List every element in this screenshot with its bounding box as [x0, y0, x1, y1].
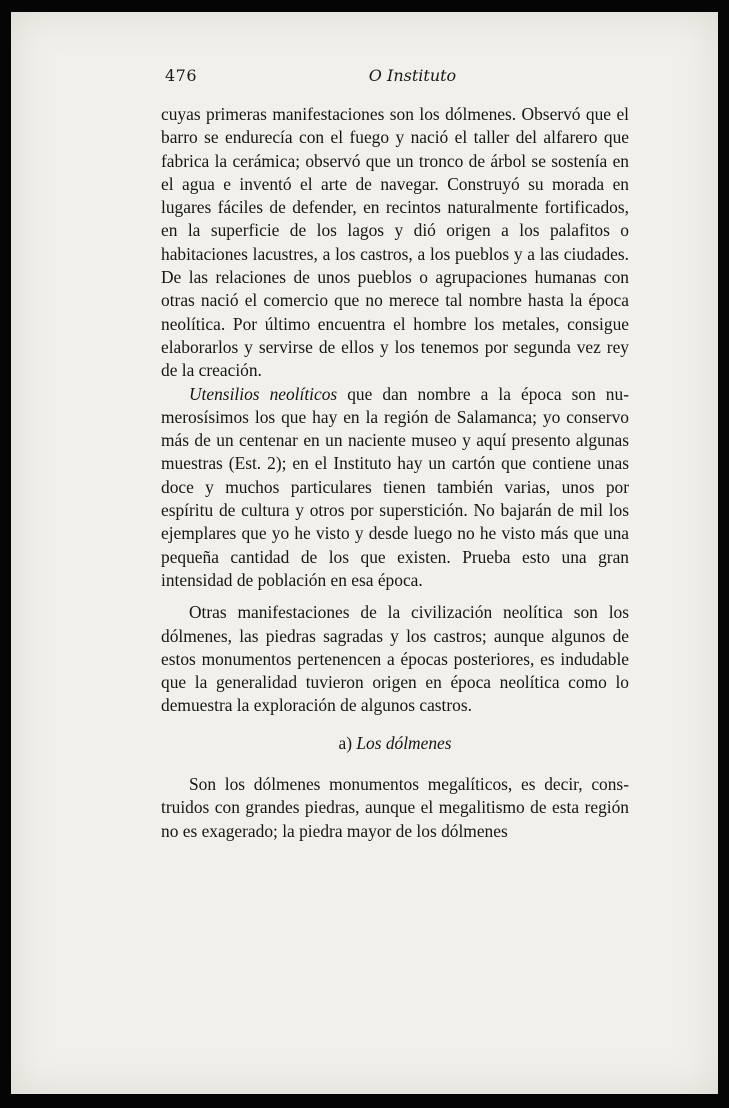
running-title: O Instituto: [368, 66, 457, 85]
page-number: 476: [165, 66, 198, 85]
paragraph-4: Son los dólmenes monumentos megalíticos, es decir, construidos con grandes piedras, aunque el megalitismo de esta región no es exagerado; la piedra mayor de los dólmenes: [161, 774, 629, 841]
paragraph-2-text: que dan nombre a la época son numerosísimos los que hay en la región de Salamanca; yo conservo más de un centenar en un naciente museo y aquí presento algunas muestras (Est. 2); en el Instituto hay un cartón que contiene unas doce y muchos particulares tienen también varias, unos por espíritu de cultura y otros por superstición. No bajarán de mil los ejemplares que yo he visto y desde luego no he visto más que una pequeña cantidad de los que existen. Prueba esto una gran intensidad de población en esa época.: [161, 383, 629, 590]
paragraph-3: Otras manifestaciones de la civilización neolítica son los dólmenes, las piedras sagradas y los castros; aunque algunos de estos monumentos pertenencen a épocas posteriores, es indudable que la generalidad tuvieron origen en época neolítica como lo demuestra la exploración de algunos castros.: [161, 602, 629, 716]
section-title: Los dólmenes: [356, 732, 452, 753]
italic-term: Utensilios neolíticos: [189, 383, 338, 404]
section-heading: [161, 732, 629, 755]
paragraph-1: cuyas primeras manifestaciones son los dólmenes. Observó que el barro se endurecía con el fuego y nació el taller del alfarero que fabrica la cerámica; observó que un tronco de árbol se sostenía en el agua e inventó el arte de navegar. Construyó su morada en lugares fáciles de defender, en recintos naturalmente fortificados, en la superficie de los lagos y dió origen a los palafitos o habitaciones lacustres, a los castros, a los pueblos y a las ciudades. De las relaciones de unos pueblos o agrupaciones humanas con otras nació el comercio que no merece tal nombre hasta la época neolítica. Por último encuentra el hombre los metales, consigue elaborarlos y servirse de ellos y los tenemos por segunda vez rey de la creación.: [161, 104, 629, 381]
running-header: [165, 66, 630, 90]
paragraph-2: [161, 383, 629, 593]
body-text: [161, 103, 629, 843]
section-label: a): [338, 732, 352, 753]
